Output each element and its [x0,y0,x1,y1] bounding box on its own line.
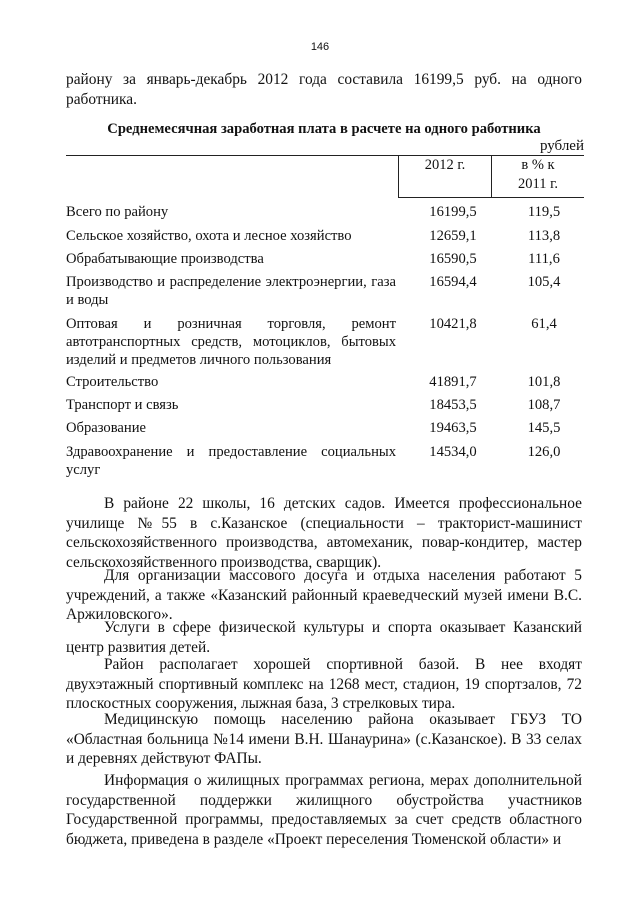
header-pct-line2: 2011 г. [517,176,559,192]
row-value-2012: 19463,5 [429,420,477,436]
row-value-pct: 113,8 [527,228,561,244]
paragraph-schools: В районе 22 школы, 16 детских садов. Имеется профессиональное училище №55 в с.Казанское (специальности – тракторист-машинист сельскохозяйственного производства, автомеханик, повар-кондитер, мастер сельскохозяйственного производства, сварщик). [66,495,582,571]
header-2012: 2012 г. [424,157,466,173]
row-value-pct: 108,7 [527,397,561,413]
paragraph-leisure: Для организации массового досуга и отдыха населения работают 5 учреждений, а также «Казанский районный краеведческий музей имени В.С. Аржиловского». [66,567,582,623]
table-units: рублей [539,138,584,154]
row-name: Оптовая и розничная торговля, ремонт автотранспортных средств, мотоциклов, бытовых изделий и предметов личного пользования [66,316,396,368]
paragraph-sport-services: Услуги в сфере физической культуры и спорта оказывает Казанский центр развития детей. [66,619,582,656]
row-value-pct: 105,4 [527,274,561,290]
row-name: Обрабатывающие производства [66,251,264,267]
paragraph-medical: Медицинскую помощь населению района оказывает ГБУЗ ТО «Областная больница №14 имени В.Н. Шанаурина» (с.Казанское). В 33 селах и деревнях действуют ФАПы. [66,711,582,767]
row-value-pct: 61,4 [531,316,557,332]
row-name: Сельское хозяйство, охота и лесное хозяйство [66,228,352,244]
page-number: 146 [310,41,330,53]
row-value-2012: 12659,1 [429,228,477,244]
intro-paragraph: району за январь-декабрь 2012 года составила 16199,5 руб. на одного работника. [66,71,582,108]
row-value-2012: 14534,0 [429,444,477,460]
table-header-rule [398,197,584,198]
table-col-divider-1 [398,155,399,197]
header-pct-line1: в % к [521,157,555,173]
row-value-pct: 126,0 [527,444,561,460]
row-value-2012: 41891,7 [429,374,477,390]
row-value-2012: 16199,5 [429,204,477,220]
row-value-2012: 16590,5 [429,251,477,267]
row-name: Здравоохранение и предоставление социальных услуг [66,444,396,478]
table-title: Среднемесячная заработная плата в расчете на одного работника [107,121,541,137]
row-value-pct: 111,6 [528,251,560,267]
row-value-pct: 145,5 [527,420,561,436]
row-value-2012: 10421,8 [429,316,477,332]
row-value-2012: 16594,4 [429,274,477,290]
row-name: Транспорт и связь [66,397,179,413]
paragraph-sport-base: Район располагает хорошей спортивной базой. В нее входят двухэтажный спортивный комплекс на 1268 мест, стадион, 19 спортзалов, 72 плоскостных сооружения, лыжная база, 3 стрелковых тира. [66,656,582,712]
row-name: Образование [66,420,146,436]
row-name: Строительство [66,374,159,390]
row-name: Производство и распределение электроэнергии, газа и воды [66,274,396,308]
row-value-2012: 18453,5 [429,397,477,413]
table-col-divider-2 [491,155,492,197]
row-value-pct: 119,5 [527,204,561,220]
paragraph-housing: Информация о жилищных программах региона, мерах дополнительной государственной поддержки жилищного обустройства участников Государственной программы, предоставляемых за счет средств областного бюджета, приведена в разделе «Проект переселения Тюменской области» и [66,772,582,848]
row-value-pct: 101,8 [527,374,561,390]
row-name: Всего по району [66,204,169,220]
